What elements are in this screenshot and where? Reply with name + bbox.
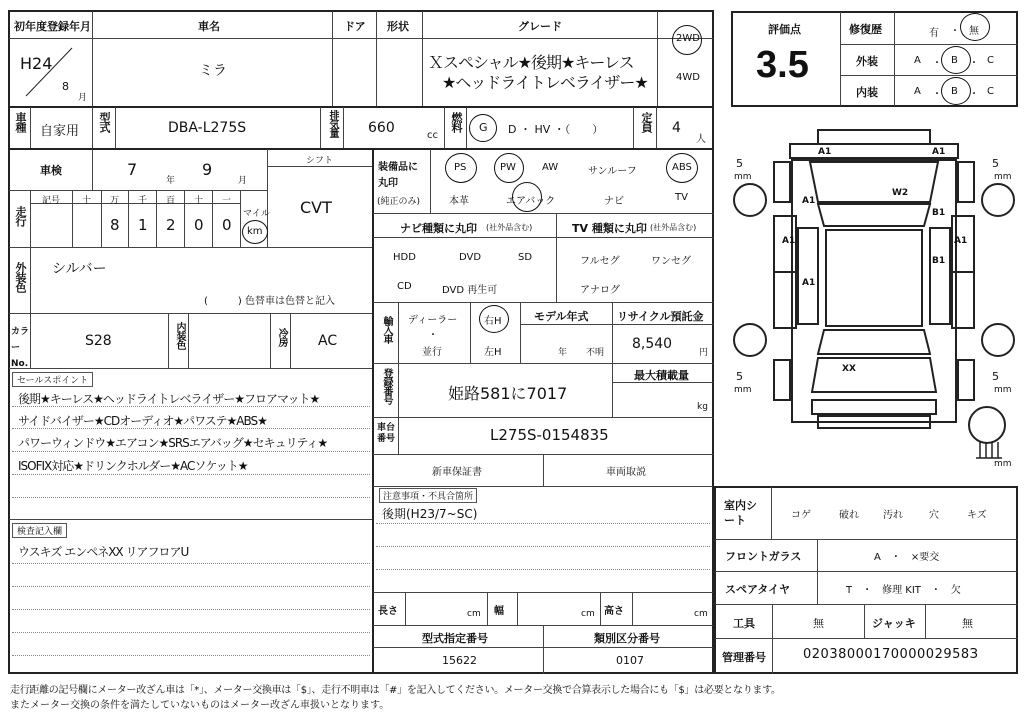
grade-label: グレード	[518, 20, 562, 33]
model-label: 型式	[98, 112, 111, 132]
inspect-text: ウスキズ エンペネXX リアフロアU	[18, 545, 189, 559]
equip-label: 装備品に丸印	[378, 162, 418, 189]
use-label: 車種	[14, 112, 27, 132]
notes-text: 後期(H23/7~SC)	[382, 507, 478, 521]
int-sep1: ・	[932, 89, 942, 100]
tv-oneseg: ワンセグ	[651, 256, 691, 267]
exterior-label: 外装	[856, 55, 878, 68]
import-label: 輸入車	[381, 316, 392, 343]
equip-abs: ABS	[672, 162, 692, 173]
score-label: 評価点	[768, 23, 801, 36]
color-no-label: カラーNo.	[11, 327, 30, 369]
main-form	[8, 10, 714, 674]
digit-label-3: 百	[166, 196, 176, 206]
navi-cd: CD	[397, 281, 412, 292]
shaken-month-unit: 月	[238, 176, 248, 186]
use-value: 自家用	[40, 124, 80, 139]
mark-a1-door-r2: A1	[954, 236, 968, 246]
width-cm: cm	[581, 609, 595, 619]
mgmt-number: 0203800017000002958З	[803, 647, 979, 662]
navi-dvd-play: DVD 再生可	[442, 285, 498, 296]
import-lhd: 左H	[484, 347, 502, 358]
ac-value: AC	[318, 333, 338, 349]
digit-3: 0	[194, 216, 204, 234]
inspect-label: 検査記入欄	[12, 523, 67, 538]
mm-spare: mm	[994, 459, 1012, 469]
tread-fr: 5	[992, 157, 999, 170]
recycle-value: 8,540	[632, 336, 673, 352]
tv-analog: アナログ	[580, 285, 620, 296]
grade-line1: Ｘスペシャル★後期★キーレス	[428, 53, 634, 72]
import-parallel: 並行	[422, 347, 442, 358]
mark-a1-door-l: A1	[782, 236, 796, 246]
jack-value: 無	[962, 617, 973, 630]
person-unit: 人	[696, 134, 706, 145]
color-change-note: ( ) 色替車は色替と記入	[204, 296, 335, 307]
model-year-unknown: 不明	[586, 348, 605, 358]
mark-b1-door-r: B1	[932, 256, 946, 266]
int-a: A	[914, 86, 921, 97]
seat-hole: 穴	[929, 510, 939, 521]
mgmt-label: 管理番号	[722, 651, 766, 664]
navi-hdd: HDD	[393, 252, 416, 263]
digit-1: 1	[138, 216, 148, 234]
shaken-year-unit: 年	[166, 176, 176, 186]
shaken-year: 7	[127, 160, 138, 179]
jack-label: ジャッキ	[872, 617, 916, 630]
digit-label-2: 千	[138, 196, 148, 206]
mark-a1-fender-r: A1	[932, 147, 946, 157]
code-label: 記号	[42, 196, 61, 206]
tread-rr: 5	[992, 370, 999, 383]
digit-label-5: 一	[222, 196, 232, 206]
int-b: B	[951, 86, 958, 97]
equip-sunroof: サンルーフ	[588, 166, 637, 177]
tv-fullseg: フルセグ	[580, 256, 620, 267]
navi-label: ナビ種類に丸印	[400, 222, 477, 235]
repair-sep: ・	[950, 26, 960, 37]
navi-dvd: DVD	[459, 252, 482, 263]
shift-value: CVT	[300, 198, 332, 217]
mark-a1-side-l: A1	[802, 196, 816, 206]
shape-label: 形状	[387, 20, 409, 33]
cc-unit: cc	[427, 130, 438, 141]
fuel-rest: D ・ HV ・（ ）	[508, 123, 604, 136]
footer-line2: またメーター交換の条件を満たしていないものはメーター改ざん車扱いとなります。	[10, 700, 390, 711]
seat-tear: 破れ	[839, 510, 859, 521]
mm-rr: mm	[994, 385, 1012, 395]
reg-number-label: 登録番号	[381, 368, 392, 404]
equip-navi: ナビ	[604, 196, 624, 207]
glass-label: フロントガラス	[725, 550, 802, 563]
equip-leather: 本革	[449, 196, 469, 207]
fuel-g: G	[479, 121, 488, 134]
reg-year-label: 初年度登録年月	[14, 20, 91, 33]
interior-color-label: 内装色	[174, 322, 185, 349]
max-load-label: 最大積載量	[634, 369, 689, 382]
shaken-month: 9	[202, 160, 213, 179]
color-no: S28	[85, 333, 112, 349]
ext-a: A	[914, 55, 921, 66]
equip-pw: PW	[500, 162, 516, 173]
mark-a1-front: A1	[818, 147, 832, 157]
digit-label-1: 万	[110, 196, 120, 206]
seat-koge: コゲ	[791, 510, 811, 521]
digit-2: 2	[166, 216, 176, 234]
repair-no: 無	[969, 26, 979, 37]
class-no-label: 類別区分番号	[594, 632, 660, 645]
car-diagram	[730, 122, 1020, 477]
ac-label: 冷房	[276, 328, 287, 346]
int-sep2: ・	[969, 89, 979, 100]
height-label: 高さ	[604, 606, 624, 617]
shift-label: シフト	[306, 156, 334, 166]
name-label: 車名	[198, 20, 220, 33]
repair-yes: 有	[929, 28, 939, 39]
notes-label: 注意事項・不具合箇所	[379, 488, 477, 503]
sales-line-1: サイドバイザー★CDオーディオ★パワステ★ABS★	[18, 414, 267, 428]
glass-value: A ・ ×要交	[874, 552, 940, 563]
mileage-label: 走行	[14, 206, 27, 226]
door-label: ドア	[344, 20, 366, 33]
mm-rl: mm	[734, 385, 752, 395]
class-no: 0107	[616, 654, 644, 667]
sales-line-0: 後期★キーレス★ヘッドライトレベライザー★フロアマット★	[18, 392, 320, 406]
digit-label-0: 十	[82, 196, 92, 206]
repair-label: 修復歴	[849, 23, 882, 36]
drive-2wd: 2WD	[676, 33, 700, 44]
import-dot: ・	[428, 330, 438, 341]
ext-b: B	[951, 55, 958, 66]
disp-label: 排気量	[327, 110, 338, 137]
shaken-label: 車検	[40, 164, 62, 177]
model-year-label: モデル年式	[534, 310, 589, 323]
ext-sep2: ・	[969, 58, 979, 69]
equip-aw: AW	[542, 162, 559, 173]
model-value: DBA-L275S	[168, 120, 247, 136]
digit-0: 8	[110, 216, 120, 234]
height-cm: cm	[694, 609, 708, 619]
width-label: 幅	[494, 606, 504, 617]
model-year-unit: 年	[558, 348, 568, 358]
reg-year: H24	[20, 54, 53, 73]
tread-rl: 5	[736, 370, 743, 383]
mm-fl: mm	[734, 172, 752, 182]
footer-line1: 走行距離の記号欄にメーター改ざん車は「*」、メーター交換車は「$」、走行不明車は「#」を記入してください。メーター交換で合算表示した場合にも「$」は必要となります。	[10, 685, 781, 696]
spare-value: T ・ 修理 KIT ・ 欠	[846, 585, 961, 596]
recycle-label: リサイクル預託金	[617, 310, 704, 323]
mile-label: マイル	[243, 209, 270, 219]
interior-label: 内装	[856, 86, 878, 99]
color-label: 外装色	[14, 262, 27, 292]
navi-sub: (社外品含む)	[486, 223, 533, 232]
capacity-label: 定員	[640, 112, 653, 132]
seat-scratch: キズ	[967, 510, 987, 521]
ext-sep1: ・	[932, 58, 942, 69]
warranty: 新車保証書	[432, 467, 482, 478]
grade-line2: ★ヘッドライトレベライザー★	[442, 73, 648, 92]
navi-sd: SD	[518, 252, 533, 263]
mark-a1-rear-l: A1	[802, 278, 816, 288]
color-value: シルバー	[52, 261, 107, 277]
fuel-label: 燃料	[450, 112, 463, 132]
mark-w2: W2	[892, 188, 909, 198]
kg-unit: kg	[697, 402, 708, 412]
equip-ps: PS	[454, 162, 467, 173]
equip-sub-label: (純正のみ)	[377, 197, 421, 207]
manual: 車両取説	[606, 467, 646, 478]
km-unit: km	[247, 226, 263, 237]
spare-label: スペアタイヤ	[725, 583, 791, 596]
sales-label: セールスポイント	[12, 372, 93, 387]
sales-line-3: ISOFIX対応★ドリンクホルダー★ACソケット★	[18, 459, 248, 473]
equip-airbag: エアバック	[506, 196, 556, 207]
seat-dirt: 汚れ	[883, 510, 903, 521]
type-no-label: 型式指定番号	[422, 632, 488, 645]
sales-line-2: パワーウィンドウ★エアコン★SRSエアバッグ★セキュリティ★	[18, 436, 328, 450]
capacity: 4	[672, 120, 681, 136]
tools-value: 無	[813, 617, 824, 630]
ext-c: C	[987, 55, 994, 66]
tv-label: TV 種類に丸印	[572, 222, 647, 235]
mark-b1-side-r: B1	[932, 208, 946, 218]
month-unit: 月	[78, 93, 88, 103]
tread-fl: 5	[736, 157, 743, 170]
import-rhd: 右H	[484, 316, 502, 327]
length-cm: cm	[467, 609, 481, 619]
mark-xx: XX	[842, 364, 856, 374]
chassis-label: 車台番号	[377, 423, 396, 444]
reg-number: 姫路581に7017	[448, 384, 568, 403]
equip-tv: TV	[675, 192, 688, 203]
mm-fr: mm	[994, 172, 1012, 182]
int-c: C	[987, 86, 994, 97]
type-no: 15622	[442, 654, 477, 667]
import-dealer: ディーラー	[408, 315, 458, 326]
score-value: 3.5	[756, 44, 809, 86]
seat-label: 室内シート	[724, 499, 757, 527]
yen-unit: 円	[699, 348, 709, 358]
digit-label-4: 十	[194, 196, 204, 206]
displacement: 660	[368, 120, 395, 136]
length-label: 長さ	[378, 606, 398, 617]
digit-4: 0	[222, 216, 232, 234]
tv-sub: (社外品含む)	[650, 223, 697, 232]
drive-4wd: 4WD	[676, 72, 700, 83]
car-name: ミラ	[199, 63, 227, 79]
tools-label: 工具	[733, 617, 755, 630]
chassis-number: L275S-0154835	[490, 426, 609, 444]
reg-month: 8	[62, 80, 69, 93]
